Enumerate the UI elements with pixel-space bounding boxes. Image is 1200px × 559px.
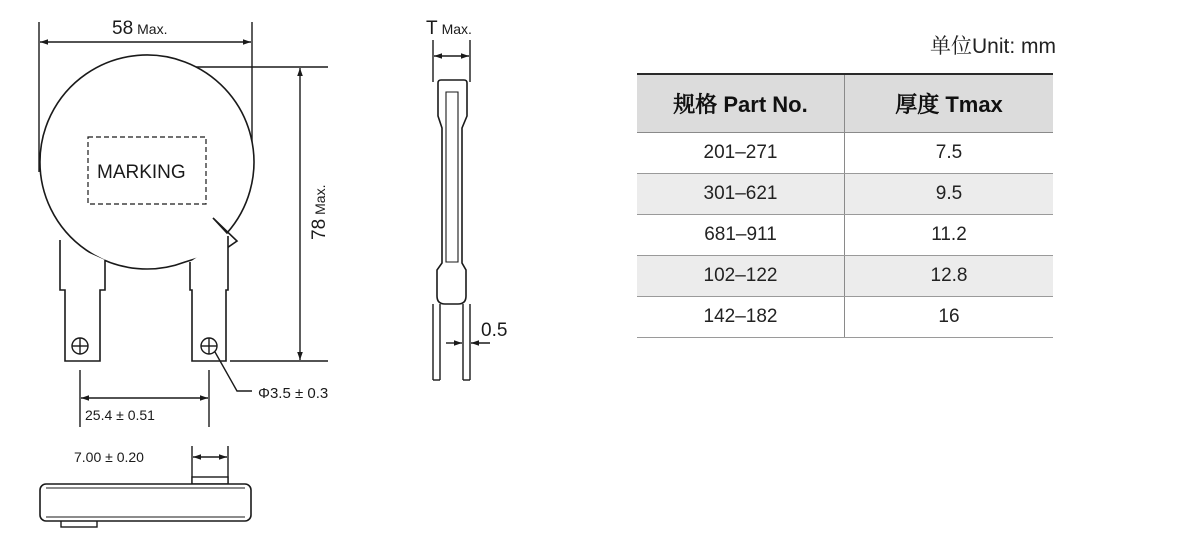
- table-row: [637, 256, 1053, 297]
- lead-label: 0.5: [481, 320, 508, 341]
- right-hole-icon: [201, 338, 217, 354]
- tmax-cell: 11.2: [845, 215, 1054, 256]
- side-body: [437, 80, 467, 304]
- bottom-view: [40, 446, 251, 527]
- table-header-row: [637, 74, 1053, 133]
- left-hole-icon: [72, 338, 88, 354]
- table-row: [637, 133, 1053, 174]
- bottom-top-tab: [192, 477, 228, 484]
- header-tmax: 厚度 Tmax: [845, 74, 1054, 133]
- hole-label: Φ3.5 ± 0.3: [258, 385, 329, 402]
- bottom-body: [40, 484, 251, 521]
- pitch-label: 25.4 ± 0.51: [85, 407, 155, 423]
- part-no-cell: 142–182: [637, 297, 845, 338]
- table-row: [637, 174, 1053, 215]
- part-no-cell: 102–122: [637, 256, 845, 297]
- left-lead: [60, 240, 105, 361]
- header-part-no: 规格 Part No.: [637, 74, 845, 133]
- part-no-cell: 681–911: [637, 215, 845, 256]
- part-no-cell: 201–271: [637, 133, 845, 174]
- tmax-cell: 12.8: [845, 256, 1054, 297]
- width-label: 58 Max.: [112, 18, 168, 39]
- part-thickness-table: [637, 73, 1053, 338]
- tmax-cell: 16: [845, 297, 1054, 338]
- thickness-label: T Max.: [426, 18, 472, 39]
- table-row: [637, 297, 1053, 338]
- marking-label: MARKING: [97, 162, 186, 183]
- part-no-cell: 301–621: [637, 174, 845, 215]
- offset-label: 7.00 ± 0.20: [74, 449, 144, 465]
- tmax-cell: 7.5: [845, 133, 1054, 174]
- height-label: 78Max.: [309, 184, 330, 240]
- front-view: [39, 22, 328, 427]
- tmax-cell: 9.5: [845, 174, 1054, 215]
- table-row: [637, 215, 1053, 256]
- unit-label: 单位Unit: mm: [930, 35, 1056, 58]
